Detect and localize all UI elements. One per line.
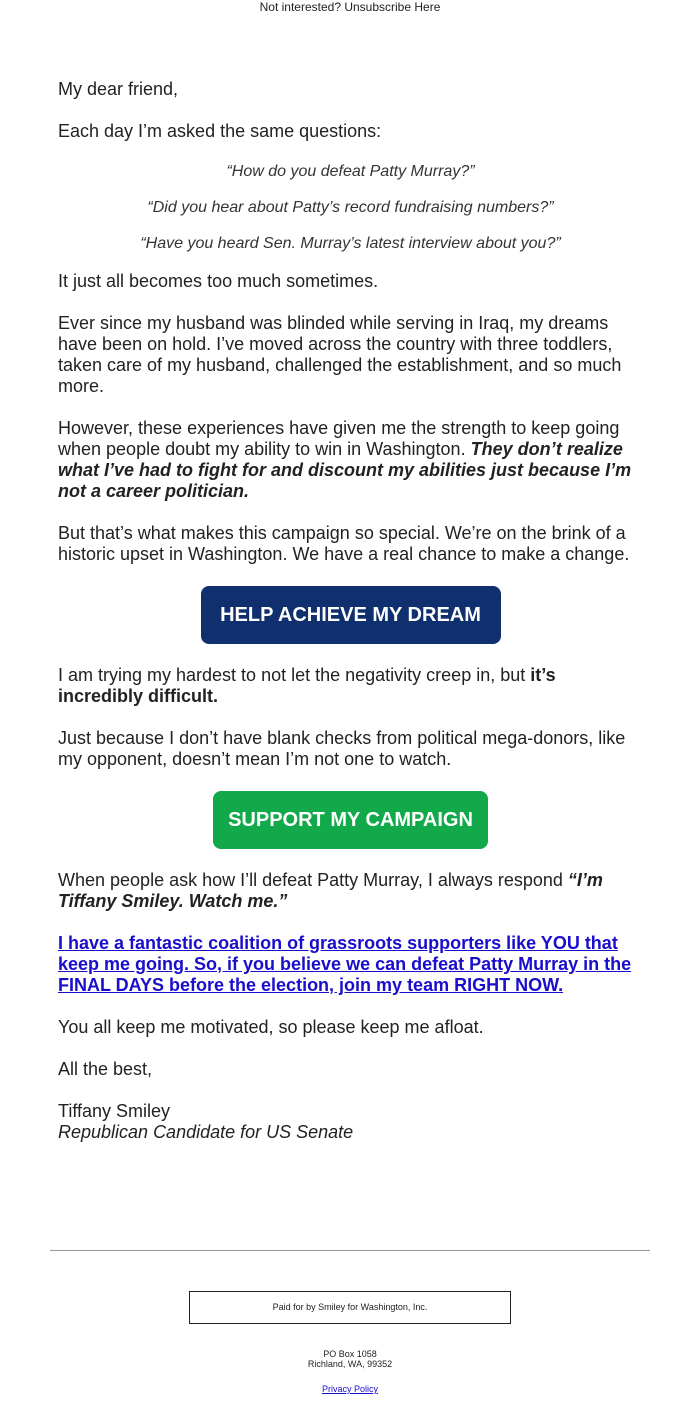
help-achieve-dream-button[interactable]: HELP ACHIEVE MY DREAM <box>201 586 501 644</box>
join-team-paragraph <box>58 933 643 996</box>
greeting: My dear friend, <box>58 79 179 99</box>
join-team-link[interactable]: I have a fantastic coalition of grassroots supporters like YOU that keep me going. So, if you believe we can defeat Patty Murray in the FINAL DAYS before the election, join my team RIGHT NOW. <box>58 933 632 995</box>
address-line-1: PO Box 1058 <box>323 1349 377 1359</box>
cta-2-wrap <box>58 791 643 849</box>
paragraph-3-text: However, these experiences have given me the strength to keep going when people doubt my ability to win in Washington. <box>58 418 620 459</box>
unsubscribe-link[interactable]: Not interested? Unsubscribe Here <box>259 0 441 14</box>
privacy-policy-link[interactable]: Privacy Policy <box>321 1384 378 1394</box>
paragraph-1: It just all becomes too much sometimes. <box>58 271 379 291</box>
paragraph-4: But that’s what makes this campaign so special. We’re on the brink of a historic upset in Washington. We have a real chance to make a change. <box>58 523 630 564</box>
privacy-wrap <box>0 1384 700 1394</box>
letter-body <box>58 79 643 1164</box>
paragraph-5 <box>58 665 643 707</box>
signature-title: Republican Candidate for US Senate <box>58 1122 354 1142</box>
quote-2: “Did you hear about Patty’s record fundraising numbers?” <box>147 199 554 216</box>
paid-for-disclaimer: Paid for by Smiley for Washington, Inc. <box>189 1291 511 1324</box>
paragraph-5-text: I am trying my hardest to not let the negativity creep in, but <box>58 665 531 685</box>
paragraph-8: You all keep me motivated, so please keep me afloat. <box>58 1017 484 1037</box>
paragraph-7-emphasis: “I’m Tiffany Smiley. Watch me.” <box>58 870 603 911</box>
support-campaign-button[interactable]: SUPPORT MY CAMPAIGN <box>213 791 488 849</box>
address-line-2: Richland, WA, 99352 <box>307 1359 393 1369</box>
footer-divider <box>50 1250 650 1251</box>
quote-1: “How do you defeat Patty Murray?” <box>226 163 475 180</box>
signature <box>58 1101 643 1143</box>
quote-3: “Have you heard Sen. Murray’s latest interview about you?” <box>140 235 561 252</box>
signature-name: Tiffany Smiley <box>58 1101 171 1121</box>
paragraph-7-text: When people ask how I’ll defeat Patty Murray, I always respond <box>58 870 568 890</box>
cta-1-wrap <box>58 586 643 644</box>
paragraph-7 <box>58 870 643 912</box>
signoff: All the best, <box>58 1059 153 1079</box>
paragraph-3-emphasis: They don’t realize what I’ve had to fight for and discount my abilities just because I’m not a career politician. <box>58 439 632 501</box>
mailing-address <box>0 1349 700 1369</box>
paragraph-3 <box>58 418 643 502</box>
paragraph-5-bold: it’s incredibly difficult. <box>58 665 556 706</box>
intro-paragraph: Each day I’m asked the same questions: <box>58 121 382 141</box>
paragraph-2: Ever since my husband was blinded while serving in Iraq, my dreams have been on hold. I’ve moved across the country with three toddlers, taken care of my husband, challenged the establishment, and so much more. <box>58 313 622 396</box>
paragraph-6: Just because I don’t have blank checks from political mega-donors, like my opponent, doesn’t mean I’m not one to watch. <box>58 728 626 769</box>
